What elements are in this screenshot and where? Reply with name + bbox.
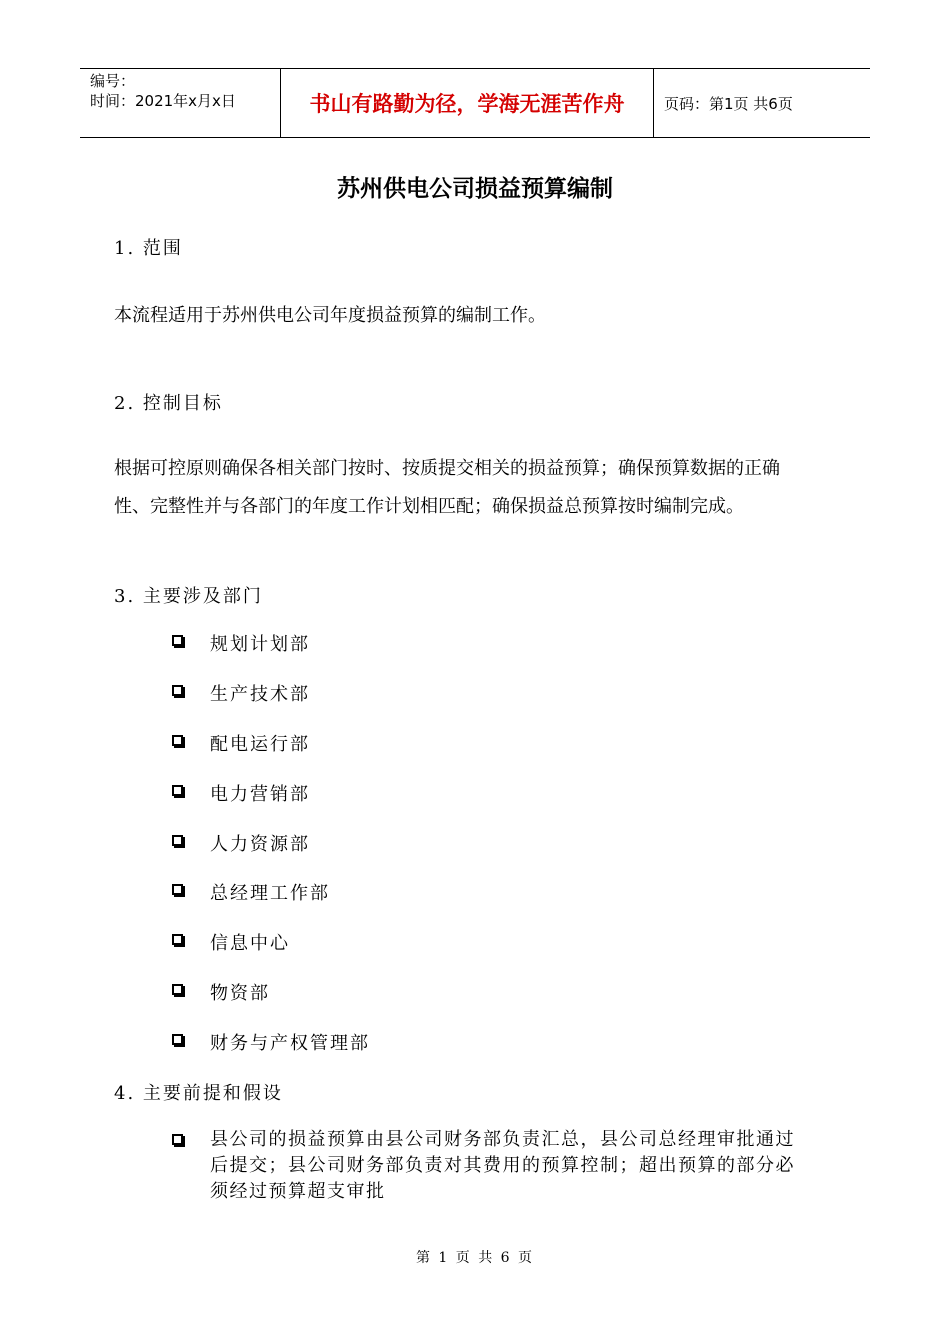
list-item [172,630,310,656]
list-item [172,929,290,955]
section-1-heading: 1. 范围 [114,238,183,259]
department-label: 财务与产权管理部 [210,1033,370,1054]
assumption-line-3: 须经过预算超支审批 [210,1181,386,1202]
assumption-line-1: 县公司的损益预算由县公司财务部负责汇总，县公司总经理审批通过 [210,1129,795,1150]
section-2-body [114,450,834,526]
checkbox-bullet-icon [172,1134,183,1145]
time-label: 时间：2021年x月x日 [90,92,236,110]
checkbox-bullet-icon [172,685,183,696]
department-label: 信息中心 [210,933,290,954]
assumption-line-2: 后提交；县公司财务部负责对其费用的预算控制；超出预算的部分必 [210,1155,795,1176]
checkbox-bullet-icon [172,934,183,945]
department-label: 生产技术部 [210,684,310,705]
section-4-heading: 4. 主要前提和假设 [114,1083,283,1104]
checkbox-bullet-icon [172,884,183,895]
header-meta [80,69,281,137]
department-label: 人力资源部 [210,834,310,855]
document-header [80,68,870,138]
list-item [172,1029,370,1055]
list-item [172,979,270,1005]
checkbox-bullet-icon [172,735,183,746]
department-label: 配电运行部 [210,734,310,755]
checkbox-bullet-icon [172,835,183,846]
section-2-line-1: 根据可控原则确保各相关部门按时、按质提交相关的损益预算；确保预算数据的正确 [114,458,780,479]
section-2-heading: 2. 控制目标 [114,393,223,414]
department-label: 总经理工作部 [210,883,330,904]
list-item [172,730,310,756]
section-2-line-2: 性、完整性并与各部门的年度工作计划相匹配；确保损益总预算按时编制完成。 [114,496,744,517]
section-1-body: 本流程适用于苏州供电公司年度损益预算的编制工作。 [114,305,546,326]
department-label: 电力营销部 [210,784,310,805]
section-3-heading: 3. 主要涉及部门 [114,586,263,607]
list-item [172,780,310,806]
header-motto: 书山有路勤为径，学海无涯苦作舟 [281,69,654,137]
list-item [172,830,310,856]
checkbox-bullet-icon [172,984,183,995]
list-item [172,879,330,905]
number-label: 编号： [90,72,136,90]
department-label: 物资部 [210,983,270,1004]
document-title: 苏州供电公司损益预算编制 [337,176,613,202]
checkbox-bullet-icon [172,785,183,796]
header-page-number: 页码：第1页 共6页 [664,94,793,113]
list-item [172,680,310,706]
checkbox-bullet-icon [172,635,183,646]
department-label: 规划计划部 [210,634,310,655]
page-footer: 第 1 页 共 6 页 [415,1250,535,1266]
assumption-text [210,1127,795,1205]
checkbox-bullet-icon [172,1034,183,1045]
list-item [172,1127,842,1205]
